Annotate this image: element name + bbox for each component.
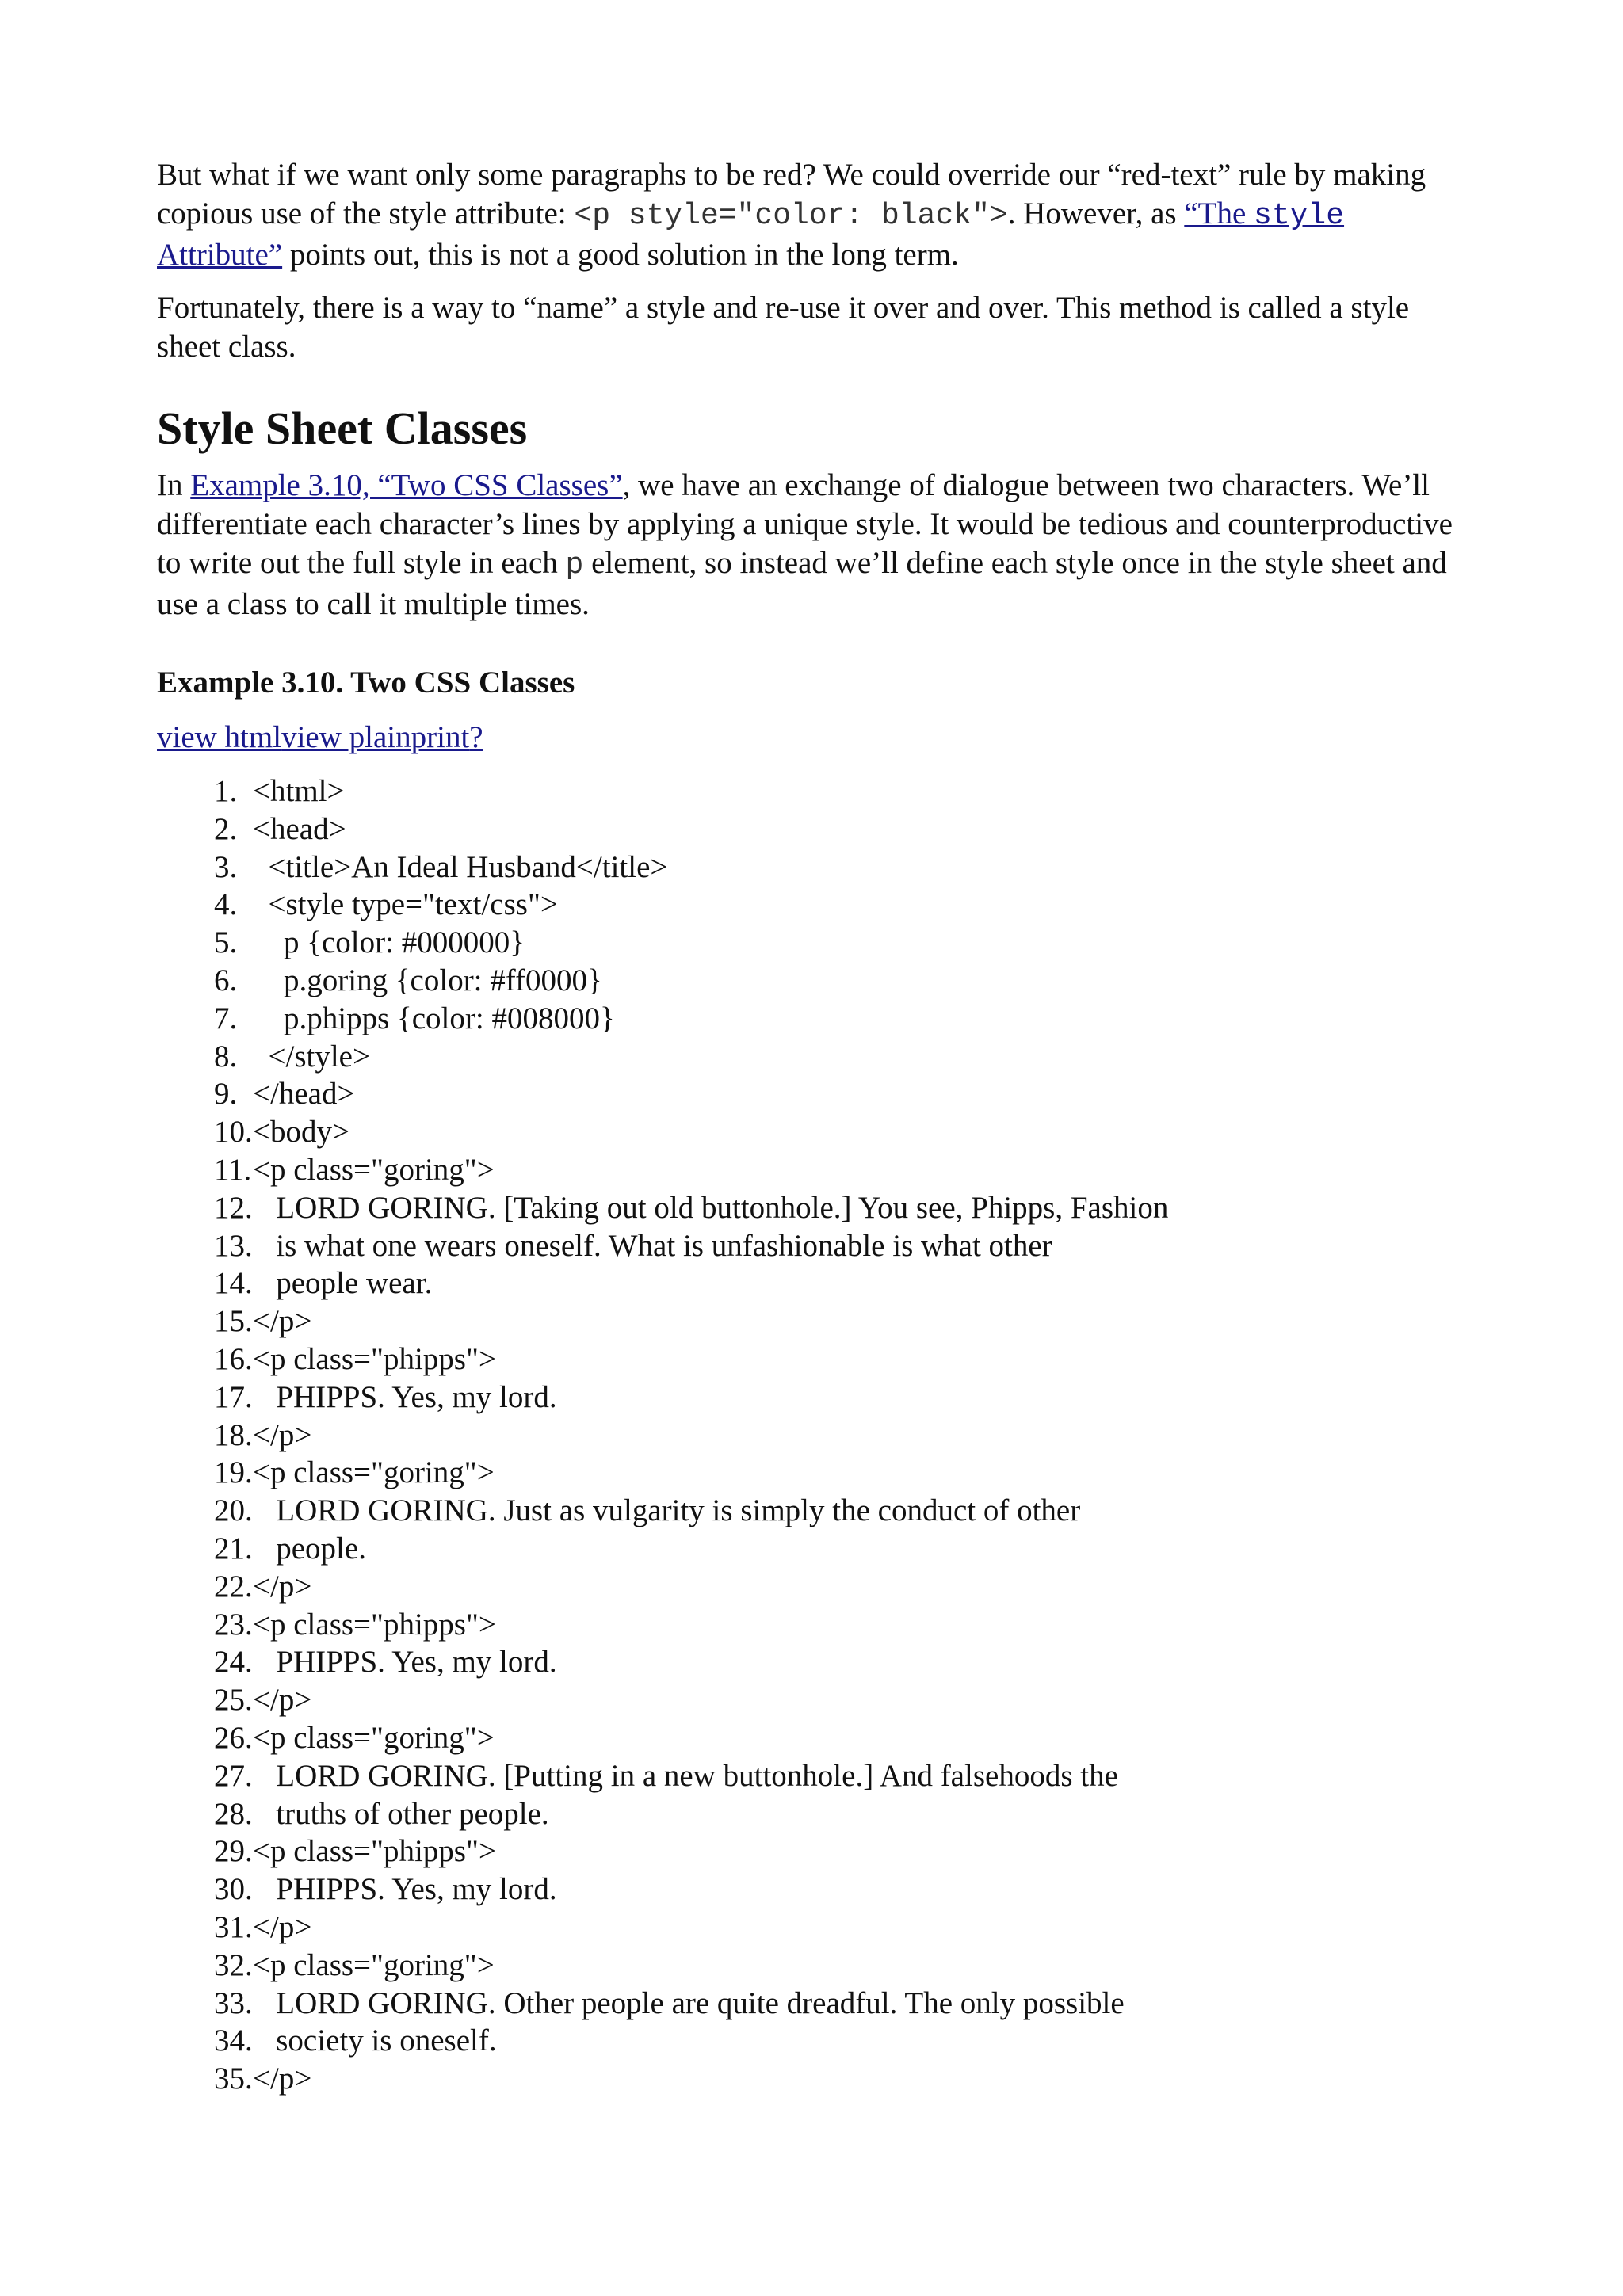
code-text: <p class="goring">	[253, 1152, 495, 1187]
line-number: 21.	[214, 1531, 253, 1566]
code-text: truths of other people.	[253, 1796, 549, 1831]
code-line	[214, 772, 1465, 810]
line-number: 9.	[214, 1077, 238, 1112]
code-text: </p>	[253, 1909, 312, 1944]
code-line	[214, 886, 1465, 924]
code-text: PHIPPS. Yes, my lord.	[253, 1379, 557, 1414]
line-number: 17.	[214, 1379, 253, 1414]
code-text: <html>	[253, 774, 345, 808]
code-text: <head>	[253, 811, 346, 846]
line-number: 7.	[214, 1001, 238, 1035]
line-number: 5.	[214, 925, 238, 960]
code-line	[214, 1189, 1465, 1227]
code-text: PHIPPS. Yes, my lord.	[253, 1645, 557, 1680]
code-line	[214, 1151, 1465, 1189]
code-line	[214, 810, 1465, 849]
section-paragraph	[157, 466, 1465, 624]
line-number: 6.	[214, 963, 238, 997]
code-text: p {color: #000000}	[253, 925, 525, 960]
link-code: style	[1254, 199, 1345, 233]
code-line	[214, 1302, 1465, 1341]
code-text: people.	[253, 1531, 366, 1566]
example-title: Example 3.10. Two CSS Classes	[157, 666, 575, 700]
view-html-link[interactable]: view html	[157, 720, 282, 754]
print-link[interactable]: print	[411, 720, 470, 754]
inline-code: <p style="color: black">	[574, 199, 1008, 233]
line-number: 13.	[214, 1228, 253, 1263]
section-heading: Style Sheet Classes	[157, 402, 528, 454]
section-text: element, so instead we’ll define each style once in the style sheet and use a class to call it multiple times.	[157, 546, 1447, 621]
code-line	[214, 1341, 1465, 1379]
code-text: <style type="text/css">	[253, 887, 558, 922]
code-line	[214, 1871, 1465, 1909]
intro-paragraph-1	[157, 155, 1465, 274]
intro-text: points out, this is not a good solution in the long term.	[282, 238, 959, 272]
code-line	[214, 924, 1465, 962]
line-number: 26.	[214, 1720, 253, 1755]
link-text: Attribute”	[157, 238, 283, 272]
code-text: p.goring {color: #ff0000}	[253, 963, 602, 997]
code-line	[214, 849, 1465, 887]
line-number: 10.	[214, 1115, 253, 1150]
line-number: 8.	[214, 1039, 238, 1074]
code-line	[214, 1530, 1465, 1568]
code-text: </p>	[253, 1683, 312, 1718]
code-text: LORD GORING. [Taking out old buttonhole.] You see, Phipps, Fashion	[253, 1190, 1169, 1225]
line-number: 1.	[214, 774, 238, 808]
intro-paragraph-2: Fortunately, there is a way to “name” a style and re-use it over and over. This method is called a style sheet class.	[157, 291, 1410, 364]
help-link[interactable]: ?	[469, 720, 483, 754]
code-text: <p class="phipps">	[253, 1834, 496, 1869]
code-text: p.phipps {color: #008000}	[253, 1001, 615, 1035]
code-line	[214, 1075, 1465, 1113]
link-text: “The	[1184, 196, 1254, 231]
line-number: 15.	[214, 1304, 253, 1339]
code-line	[214, 1719, 1465, 1757]
code-listing	[157, 772, 1465, 2098]
code-line	[214, 1795, 1465, 1833]
code-line	[214, 1264, 1465, 1302]
code-text: <body>	[253, 1115, 349, 1150]
line-number: 3.	[214, 849, 238, 884]
intro-text: But what if we want only some paragraphs to be red? We could override our “red-text” rule by making copious use of the style attribute:	[157, 158, 1426, 231]
line-number: 29.	[214, 1834, 253, 1869]
code-text: </head>	[253, 1077, 355, 1112]
line-number: 12.	[214, 1190, 253, 1225]
code-line	[214, 1038, 1465, 1076]
code-line	[214, 962, 1465, 1000]
code-text: <p class="goring">	[253, 1720, 495, 1755]
code-line	[214, 1454, 1465, 1492]
code-line	[214, 1379, 1465, 1417]
line-number: 2.	[214, 811, 238, 846]
code-text: PHIPPS. Yes, my lord.	[253, 1872, 557, 1907]
inline-code: p	[565, 548, 584, 582]
line-number: 11.	[214, 1152, 252, 1187]
line-number: 30.	[214, 1872, 253, 1907]
section-text: In	[157, 468, 191, 502]
code-text: society is oneself.	[253, 2023, 497, 2058]
code-toolbar	[157, 718, 1465, 757]
line-number: 23.	[214, 1607, 253, 1642]
code-line	[214, 2022, 1465, 2060]
code-line	[214, 1833, 1465, 1871]
code-line	[214, 1643, 1465, 1681]
code-line	[214, 1757, 1465, 1795]
code-line	[214, 1947, 1465, 1985]
line-number: 22.	[214, 1569, 253, 1604]
line-number: 27.	[214, 1758, 253, 1793]
code-text: LORD GORING. Just as vulgarity is simply the conduct of other	[253, 1493, 1081, 1528]
example-reference-link[interactable]: Example 3.10, “Two CSS Classes”	[190, 468, 623, 502]
section-text: , we have an exchange of dialogue between two characters. We’ll differentiate each character’s lines by applying a unique style. It would be tedious and counterproductive to write out the full style in each	[157, 468, 1453, 580]
code-line	[214, 1606, 1465, 1644]
code-text: <title>An Ideal Husband</title>	[253, 849, 668, 884]
code-text: </p>	[253, 2061, 312, 2096]
line-number: 20.	[214, 1493, 253, 1528]
line-number: 14.	[214, 1266, 253, 1301]
code-text: <p class="goring">	[253, 1455, 495, 1490]
line-number: 28.	[214, 1796, 253, 1831]
line-number: 33.	[214, 1985, 253, 2020]
line-number: 16.	[214, 1341, 253, 1376]
code-text: is what one wears oneself. What is unfashionable is what other	[253, 1228, 1052, 1263]
code-text: <p class="phipps">	[253, 1341, 496, 1376]
code-text: <p class="goring">	[253, 1947, 495, 1982]
code-line	[214, 1417, 1465, 1455]
line-number: 19.	[214, 1455, 253, 1490]
code-text: LORD GORING. Other people are quite dreadful. The only possible	[253, 1985, 1125, 2020]
line-number: 4.	[214, 887, 238, 922]
line-number: 31.	[214, 1909, 253, 1944]
line-number: 32.	[214, 1947, 253, 1982]
code-line	[214, 2060, 1465, 2098]
code-text: </p>	[253, 1417, 312, 1452]
code-text: LORD GORING. [Putting in a new buttonhole.] And falsehoods the	[253, 1758, 1118, 1793]
code-text: people wear.	[253, 1266, 433, 1301]
code-line	[214, 1492, 1465, 1530]
code-text: <p class="phipps">	[253, 1607, 496, 1642]
code-line	[214, 1909, 1465, 1947]
code-text: </p>	[253, 1304, 312, 1339]
code-text: </style>	[253, 1039, 370, 1074]
line-number: 34.	[214, 2023, 253, 2058]
intro-text: . However, as	[1007, 196, 1185, 231]
line-number: 25.	[214, 1683, 253, 1718]
code-line	[214, 1113, 1465, 1151]
line-number: 24.	[214, 1645, 253, 1680]
code-line	[214, 1681, 1465, 1719]
code-line	[214, 1227, 1465, 1265]
view-plain-link[interactable]: view plain	[281, 720, 411, 754]
code-line	[214, 1000, 1465, 1038]
line-number: 18.	[214, 1417, 253, 1452]
line-number: 35.	[214, 2061, 253, 2096]
code-line	[214, 1568, 1465, 1606]
code-text: </p>	[253, 1569, 312, 1604]
code-line	[214, 1985, 1465, 2023]
